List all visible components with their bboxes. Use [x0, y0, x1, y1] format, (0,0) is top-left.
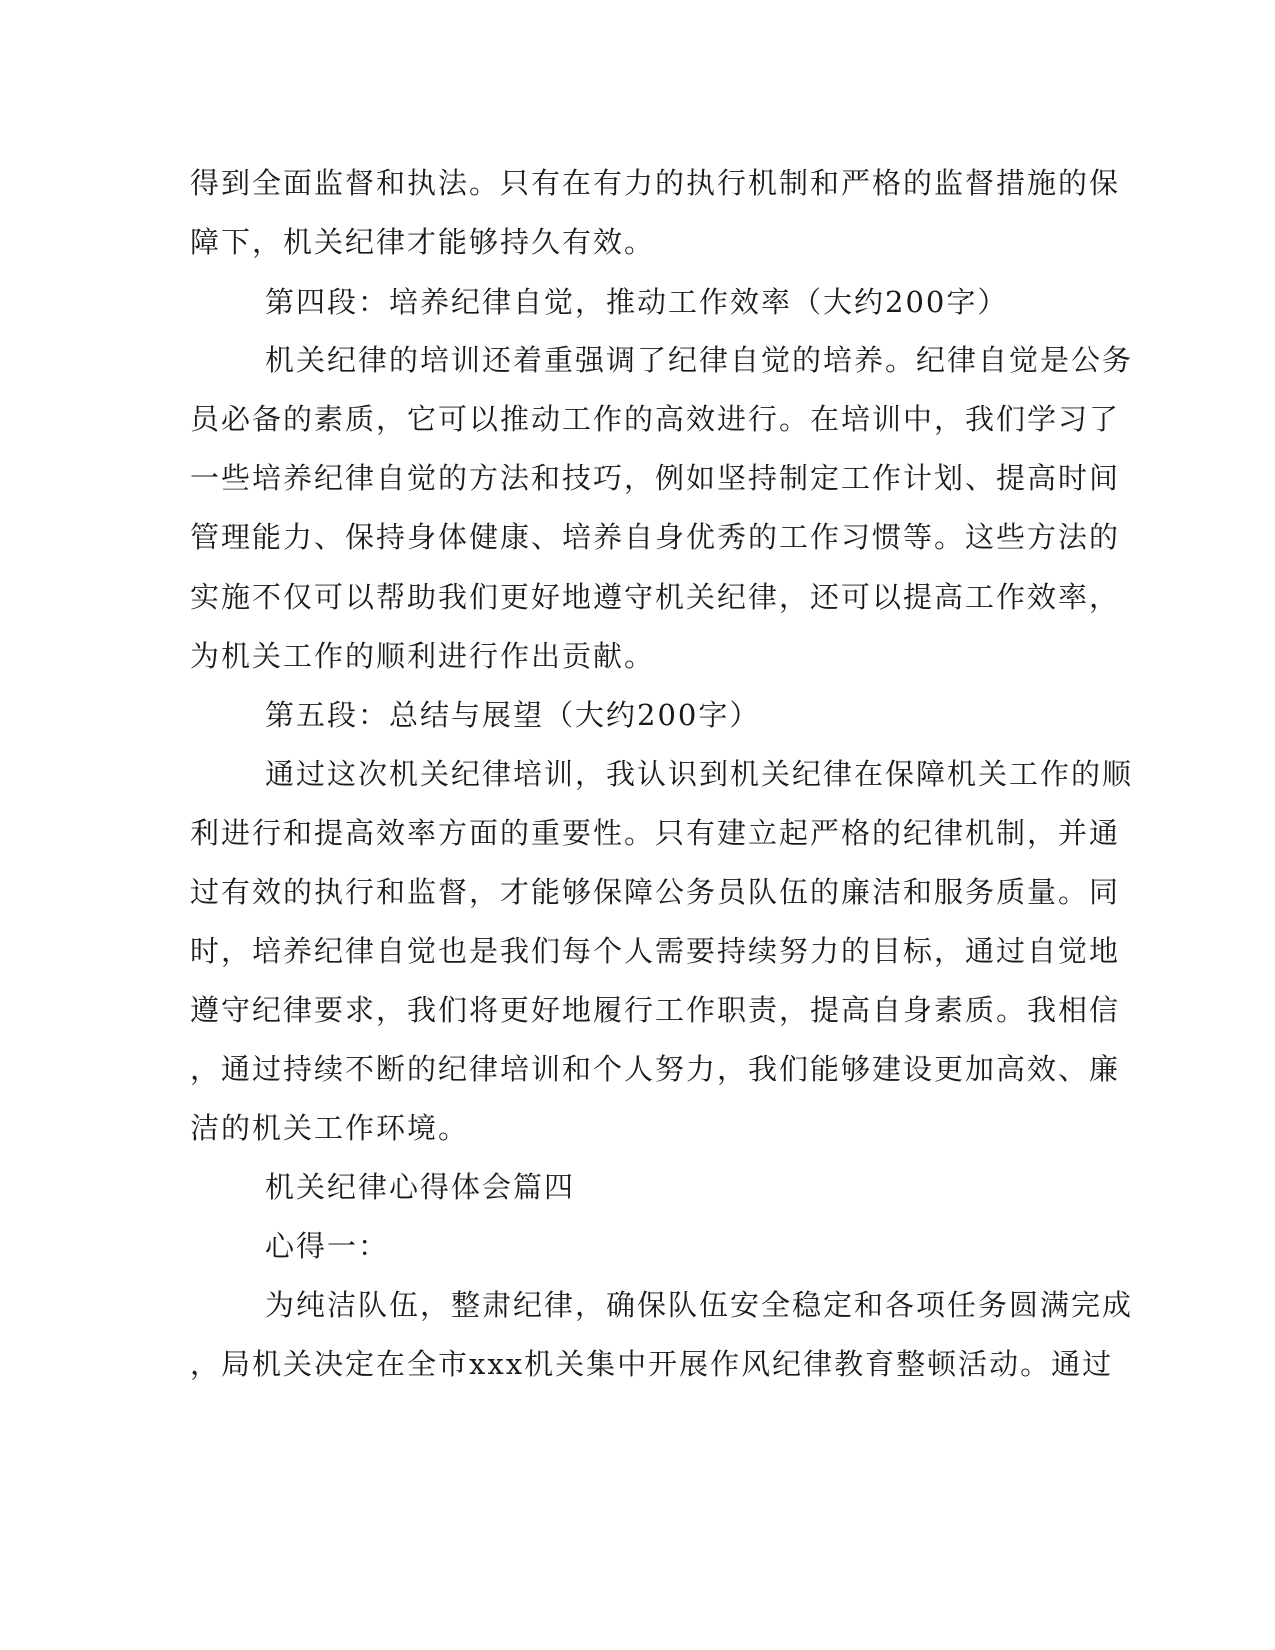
body-text-line: 得到全面监督和执法。只有在有力的执行机制和严格的监督措施的保	[190, 166, 1121, 200]
body-text-line: 员必备的素质，它可以推动工作的高效进行。在培训中，我们学习了	[190, 402, 1121, 436]
paragraph-start-line: 通过这次机关纪律培训，我认识到机关纪律在保障机关工作的顺	[265, 757, 1134, 791]
section-heading: 第五段：总结与展望（大约200字）	[265, 698, 761, 732]
body-text-line: 管理能力、保持身体健康、培养自身优秀的工作习惯等。这些方法的	[190, 520, 1121, 554]
paragraph-start-line: 为纯洁队伍，整肃纪律，确保队伍安全稳定和各项任务圆满完成	[265, 1288, 1134, 1322]
body-text-line: 一些培养纪律自觉的方法和技巧，例如坚持制定工作计划、提高时间	[190, 461, 1121, 495]
body-text-line: 过有效的执行和监督，才能够保障公务员队伍的廉洁和服务质量。同	[190, 875, 1121, 909]
body-text-line: 利进行和提高效率方面的重要性。只有建立起严格的纪律机制，并通	[190, 816, 1121, 850]
body-text-line: 遵守纪律要求，我们将更好地履行工作职责，提高自身素质。我相信	[190, 993, 1121, 1027]
body-text-line: ，局机关决定在全市xxx机关集中开展作风纪律教育整顿活动。通过	[190, 1347, 1114, 1381]
body-text-line: ，通过持续不断的纪律培训和个人努力，我们能够建设更加高效、廉	[190, 1052, 1121, 1086]
body-text-line: 为机关工作的顺利进行作出贡献。	[190, 639, 656, 673]
paragraph-start-line: 机关纪律的培训还着重强调了纪律自觉的培养。纪律自觉是公务	[265, 343, 1134, 377]
subsection-heading: 心得一：	[265, 1229, 390, 1263]
body-text-line: 时，培养纪律自觉也是我们每个人需要持续努力的目标，通过自觉地	[190, 934, 1121, 968]
body-text-line: 洁的机关工作环境。	[190, 1111, 470, 1145]
section-heading: 第四段：培养纪律自觉，推动工作效率（大约200字）	[265, 285, 1009, 319]
body-text-line: 障下，机关纪律才能够持久有效。	[190, 225, 656, 259]
article-title: 机关纪律心得体会篇四	[265, 1170, 576, 1204]
body-text-line: 实施不仅可以帮助我们更好地遵守机关纪律，还可以提高工作效率，	[190, 580, 1121, 614]
